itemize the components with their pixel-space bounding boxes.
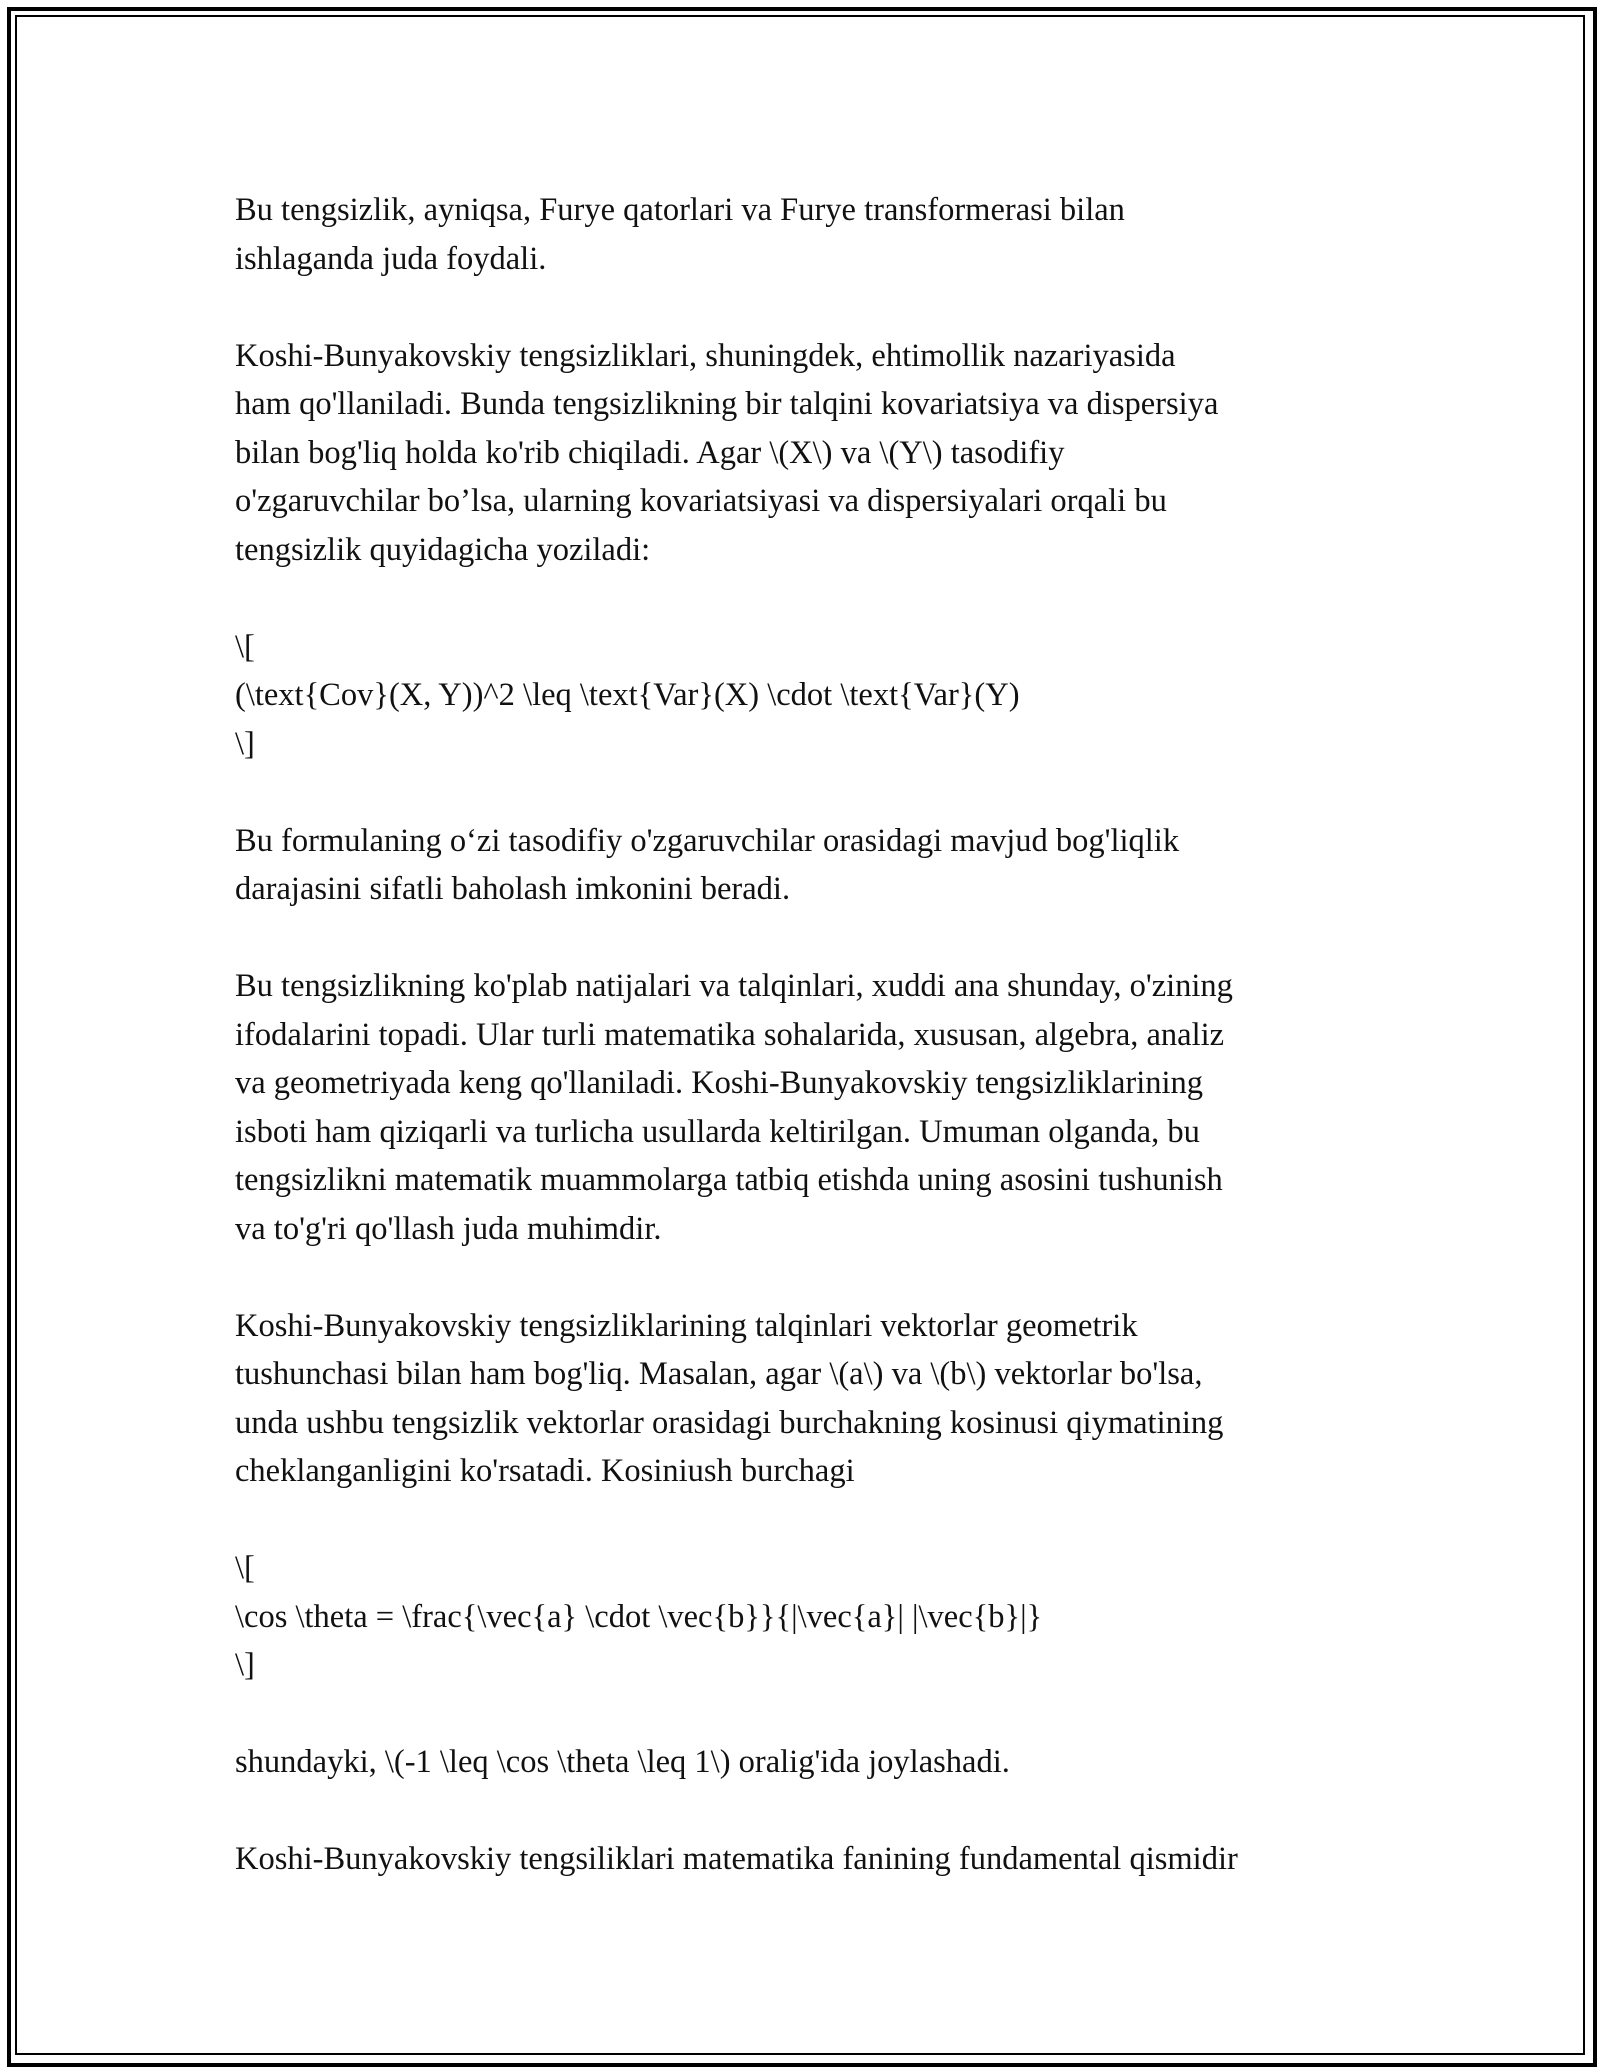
formula-open-delimiter: \[ <box>235 1550 255 1586</box>
paragraph-3: Bu formulaning o‘zi tasodifiy o'zgaruvchilar orasidagi mavjud bog'liqlik darajasini sifatli baholash imkonini beradi. <box>235 822 1180 907</box>
paragraph-4: Bu tengsizlikning ko'plab natijalari va talqinlari, xuddi ana shunday, o'zining ifodalarini topadi. Ular turli matematika sohalarida, xususan, algebra, analiz va geometriyada keng qo'llaniladi. Koshi-Bunyakovskiy tengsizliklarining isboti ham qiziqarli va turlicha usullarda keltirilgan. Umuman olganda, bu tengsizlikni matematik muammolarga tatbiq etishda uning asosini tushunish va to'g'ri qo'llash juda muhimdir. <box>235 968 1233 1247</box>
formula-open-delimiter: \[ <box>235 628 255 665</box>
formula-cosine <box>235 1544 1385 1690</box>
document-body <box>235 186 1385 1932</box>
formula-close-delimiter: \] <box>235 725 255 762</box>
formula-body: \cos \theta = \frac{\vec{a} \cdot \vec{b}}{|\vec{a}| |\vec{b}|} <box>235 1598 1043 1635</box>
formula-body: (\text{Cov}(X, Y))^2 \leq \text{Var}(X) \cdot \text{Var}(Y) <box>235 677 1020 713</box>
formula-covariance <box>235 623 1385 769</box>
paragraph-7: Koshi-Bunyakovskiy tengsiliklari matematika fanining fundamental qismidir <box>235 1841 1238 1877</box>
paragraph-1: Bu tengsizlik, ayniqsa, Furye qatorlari va Furye transformerasi bilan ishlaganda juda foydali. <box>235 192 1125 277</box>
paragraph-2: Koshi-Bunyakovskiy tengsizliklari, shuningdek, ehtimollik nazariyasida ham qo'llaniladi. Bunda tengsizlikning bir talqini kovariatsiya va dispersiya bilan bog'liq holda ko'rib chiqiladi. Agar \(X\) va \(Y\) tasodifiy o'zgaruvchilar bo’lsa, ularning kovariatsiyasi va dispersiyalari orqali bu tengsizlik quyidagicha yoziladi: <box>235 337 1219 568</box>
paragraph-6: shundayki, \(-1 \leq \cos \theta \leq 1\) oralig'ida joylashadi. <box>235 1744 1010 1780</box>
formula-close-delimiter: \] <box>235 1647 255 1683</box>
paragraph-5: Koshi-Bunyakovskiy tengsizliklarining talqinlari vektorlar geometrik tushunchasi bilan ham bog'liq. Masalan, agar \(a\) va \(b\) vektorlar bo'lsa, unda ushbu tengsizlik vektorlar orasidagi burchakning kosinusi qiymatining cheklanganligini ko'rsatadi. Kosiniush burchagi <box>235 1307 1224 1489</box>
